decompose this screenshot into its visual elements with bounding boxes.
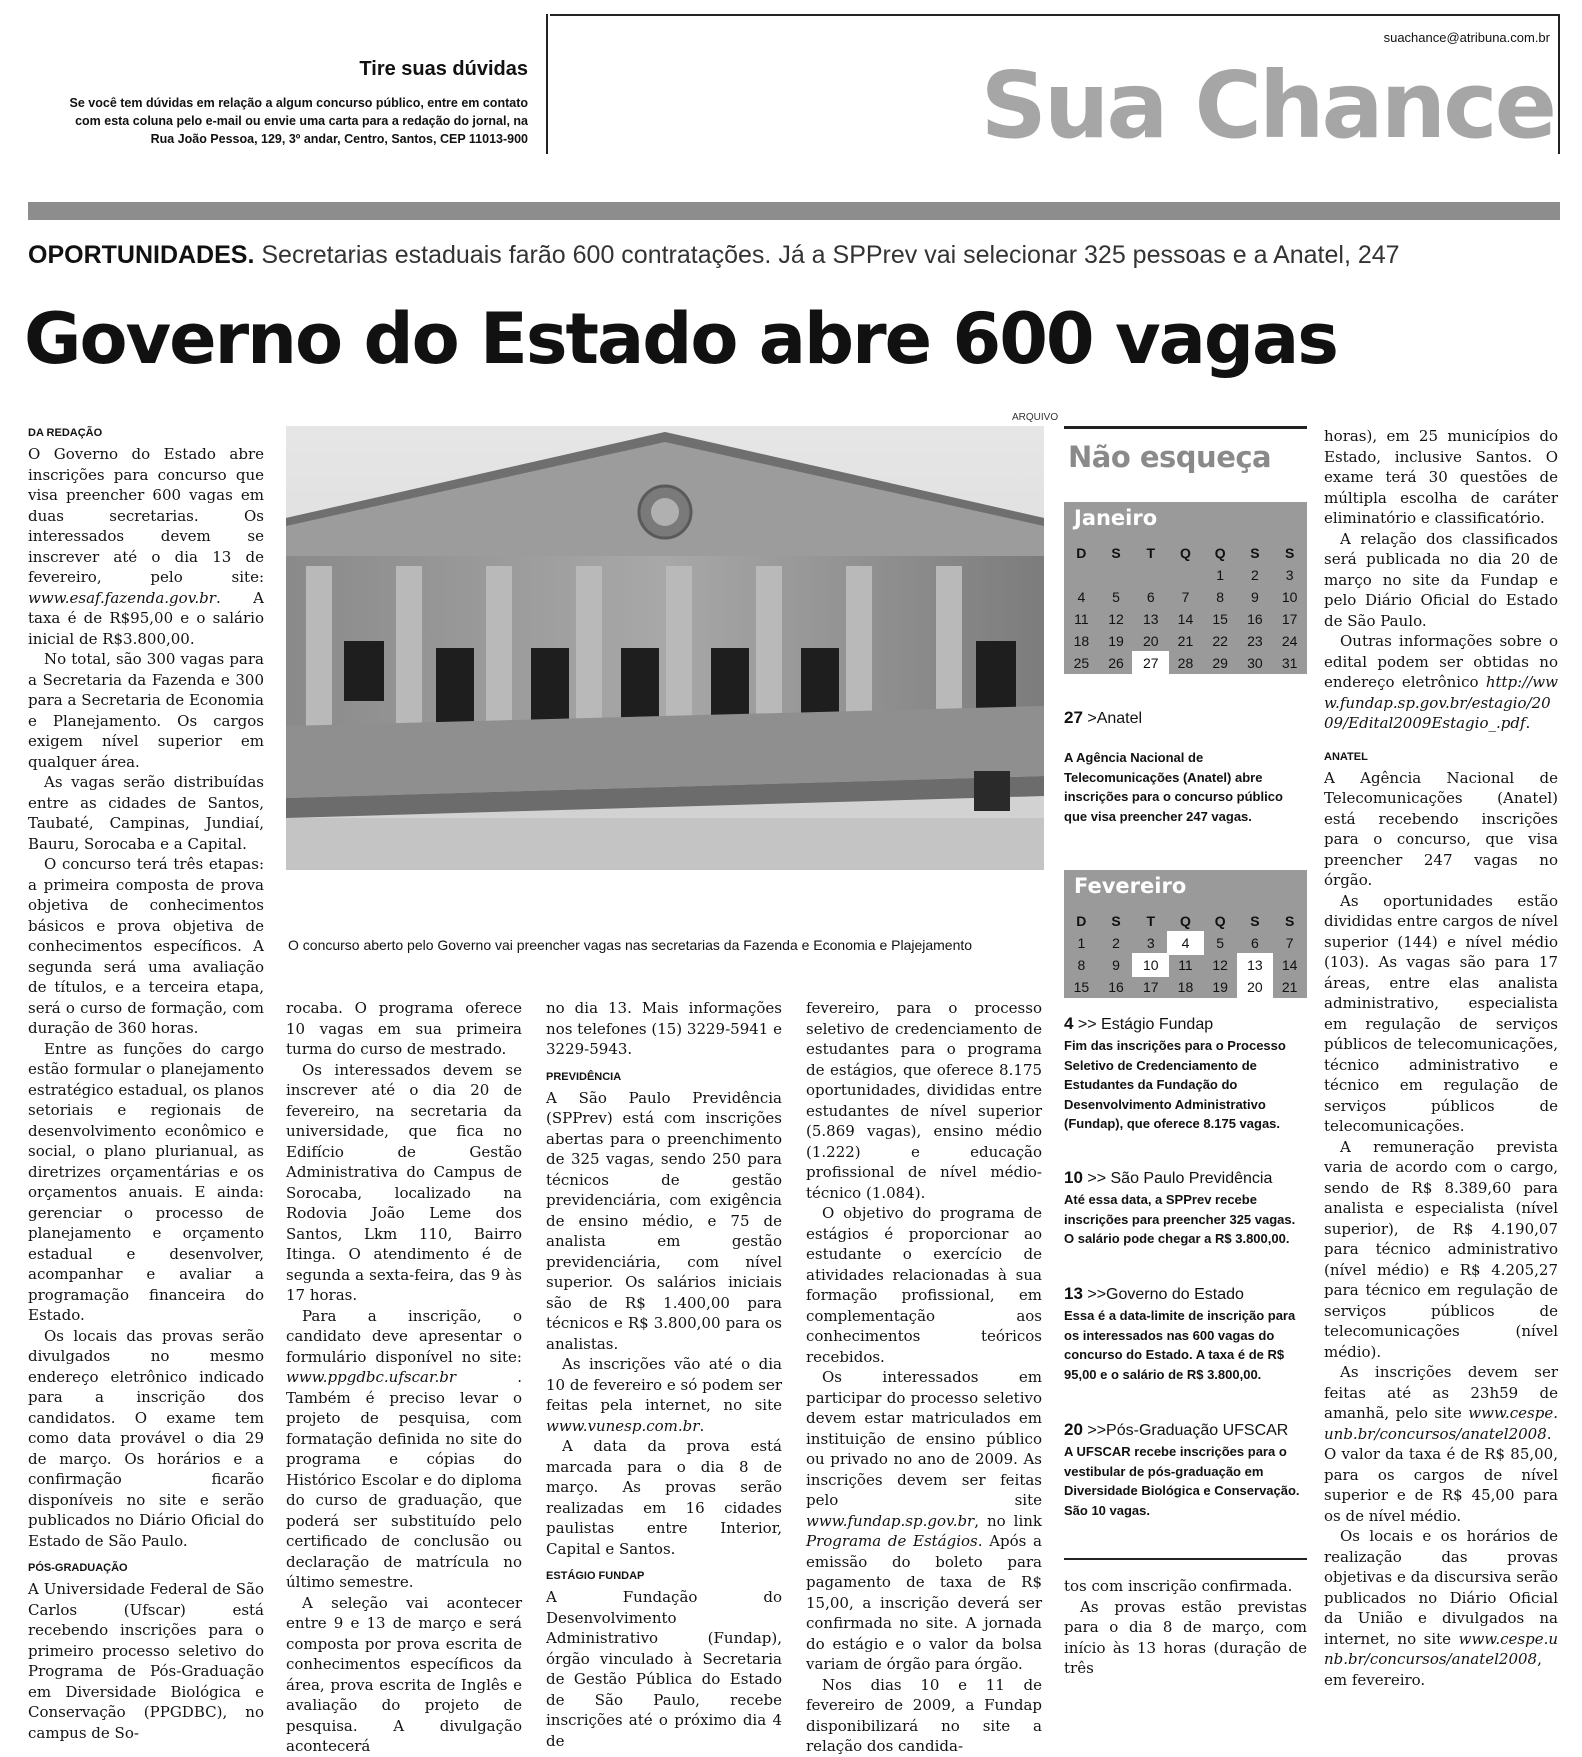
calendar-day: 15 <box>1212 611 1228 627</box>
calendar-grid <box>1064 910 1307 998</box>
calendar-day: 13 <box>1142 611 1159 627</box>
calendar-day: 3 <box>1146 935 1155 951</box>
calendar-day <box>1168 564 1203 586</box>
paragraph: A seleção vai acontecer entre 9 e 13 de março e será composta por prova escrita de conhecimentos específicos da área, prova escrita de Inglês e avaliação do projeto de pesquisa. A divulgação acontecerá <box>286 1593 522 1755</box>
calendar-day: 1 <box>1077 935 1086 951</box>
paragraph: Os locais das provas serão divulgados no mesmo endereço eletrônico indicado para a inscrição dos candidatos. O exame tem como data provável o dia 29 de março. Os horários e a confirmação ficarão disponíveis no site e serão publicados no Diário Oficial do Estado de São Paulo. <box>28 1326 264 1550</box>
paragraph: As provas estão previstas para o dia 8 de março, com início às 13 horas (duração de três <box>1064 1597 1307 1677</box>
section-heading: PÓS-GRADUAÇÃO <box>28 1562 128 1574</box>
calendar-day: 12 <box>1108 611 1124 627</box>
calendar-day: 19 <box>1212 979 1228 995</box>
section-heading: ESTÁGIO FUNDAP <box>546 1570 645 1582</box>
paragraph: A Fundação do Desenvolvimento Administrativo (Fundap), órgão vinculado à Secretaria de Gestão Pública do Estado de São Paulo, recebe inscrições até o próximo dia 4 de <box>546 1588 782 1750</box>
help-text: Se você tem dúvidas em relação a algum concurso público, entre em contato com esta coluna pelo e-mail ou envie uma carta para a redação do jornal, na Rua João Pessoa, 129, 3º andar, Centro, Santos, CEP 11013-900 <box>69 96 528 146</box>
paragraph: Para a inscrição, o candidato deve apresentar o formulário disponível no site: www.ppgdbc.ufscar.br . Também é preciso levar o projeto de pesquisa, com formatação definida no site do programa e cópias do Histórico Escolar e do diploma do curso de graduação, que poderá ser substituído pelo certificado de conclusão ou declaração de matrícula no último semestre. <box>286 1306 522 1591</box>
paragraph: O Governo do Estado abre inscrições para concurso que visa preencher 600 vagas em duas secretarias. Os interessados devem se inscrever até o dia 13 de fevereiro, pelo site: www.esaf.fazenda.gov.br. A taxa é de R$95,00 e o salário inicial de R$3.800,00. <box>28 445 264 648</box>
paragraph: Nos dias 10 e 11 de fevereiro de 2009, a Fundap disponibilizará no site a relação dos candida- <box>806 1675 1042 1755</box>
calendar-day: 6 <box>1146 589 1155 605</box>
calendar-day: 9 <box>1250 589 1259 605</box>
calendar-day: 14 <box>1281 957 1298 973</box>
calendar-day: 26 <box>1108 655 1124 671</box>
help-box <box>28 14 548 154</box>
weekday-label: S <box>1111 913 1121 929</box>
calendar-day: 5 <box>1216 935 1225 951</box>
kicker-label: OPORTUNIDADES. <box>28 241 255 269</box>
calendar-day <box>1099 564 1134 586</box>
paragraph: horas), em 25 municípios do Estado, inclusive Santos. O exame terá 30 questões de múltipla escolha de caráter eliminatório e classificatório. <box>1324 427 1558 527</box>
paragraph: Os locais e os horários de realização das provas objetivas e da discursiva serão publicados no Diário Oficial da União e divulgados na internet, no site www.cespe.unb.br/concursos/anatel2008, em fevereiro. <box>1324 1527 1558 1689</box>
paragraph: O objetivo do programa de estágios é proporcionar ao estudante o exercício de atividades relacionadas à sua formação profissional, em complementação aos conhecimentos teóricos recebidos. <box>806 1204 1042 1366</box>
paragraph: As inscrições vão até o dia 10 de fevereiro e só podem ser feitas pela internet, no site www.vunesp.com.br. <box>546 1355 782 1435</box>
article-column-6 <box>1324 426 1558 1688</box>
weekday-label: D <box>1076 913 1087 929</box>
paragraph: As oportunidades estão divididas entre cargos de nível superior (144) e nível médio (103). As vagas são para 17 áreas, entre elas analista administrativo, especialista em regulação de serviços públicos de telecomunicações, técnico administrativo e técnico em regulação de serviços públicos de telecomunicações. <box>1324 891 1558 1135</box>
calendar-day: 10 <box>1281 589 1298 605</box>
paragraph: Os interessados em participar do processo seletivo devem estar matriculados em instituição de ensino público ou privado no ano de 2009. As inscrições devem ser feitas pelo site www.fundap.sp.gov.br, no link Programa de Estágios. Após a emissão do boleto para pagamento de taxa de R$ 15,00, a inscrição deverá ser confirmada no site. A jornada do estágio e o valor da bolsa variam de órgão para órgão. <box>806 1368 1042 1673</box>
header-rule-right <box>1558 14 1560 154</box>
photo-credit: ARQUIVO <box>1012 412 1059 423</box>
section-heading: PREVIDÊNCIA <box>546 1070 622 1083</box>
event-title: 10 >> São Paulo Previdência <box>1064 1168 1273 1187</box>
calendar-day: 18 <box>1177 979 1194 995</box>
paragraph: rocaba. O programa oferece 10 vagas em sua primeira turma do curso de mestrado. <box>286 999 522 1058</box>
paragraph: A São Paulo Previdência (SPPrev) está com inscrições abertas para o preenchimento de 325 vagas, sendo 250 para técnicos de gestão previdenciária, com exigência de ensino médio, e 75 de analista em gestão previdenciária, com nível superior. Os salários iniciais são de R$ 1.400,00 para técnicos e R$ 3.800,00 para os analistas. <box>546 1088 782 1353</box>
calendar-day: 11 <box>1074 611 1089 627</box>
paragraph: no dia 13. Mais informações nos telefones (15) 3229-5941 e 3229-5943. <box>546 999 782 1058</box>
byline: DA REDAÇÃO <box>28 427 103 439</box>
link[interactable]: www.cespe.unb.br/concursos/anatel2008 <box>1324 1404 1558 1443</box>
calendar-day: 1 <box>1216 567 1225 583</box>
calendar-day: 12 <box>1212 957 1228 973</box>
calendar-day: 8 <box>1077 957 1086 973</box>
paragraph: Outras informações sobre o edital podem ser obtidas no endereço eletrônico http://www.fundap.sp.gov.br/estagio/2009/Edital2009Estagio_.pdf. <box>1324 632 1558 732</box>
month-name: Janeiro <box>1074 506 1158 530</box>
paragraph: A remuneração prevista varia de acordo com o cargo, sendo de R$ 8.389,60 para analista e especialista (nível superior), de R$ 4.190,07 para técnico administrativo (nível médio) e R$ 4.205,27 para técnico em regulação de serviços públicos de telecomunicações (nível médio). <box>1324 1137 1558 1361</box>
link[interactable]: http://www.fundap.sp.gov.br/estagio/2009/Edital2009Estagio_.pdf <box>1324 673 1558 732</box>
calendar-day: 17 <box>1142 979 1159 995</box>
calendar-day: 21 <box>1177 633 1194 649</box>
paragraph: O concurso terá três etapas: a primeira composta de prova objetiva de conhecimentos básicos e prova objetiva de conhecimentos específicos. A segunda será uma avaliação de títulos, e a terceira etapa, será o curso de formação, com duração de 360 horas. <box>28 855 264 1037</box>
section-name: Sua Chance <box>980 52 1554 159</box>
sidebar-rule <box>1064 426 1307 429</box>
calendar-day: 14 <box>1177 611 1194 627</box>
event-text: A UFSCAR recebe inscrições para o vestibular de pós-graduação em Diversidade Biológica e Conservação. São 10 vagas. <box>1064 1444 1300 1518</box>
link[interactable]: Programa de Estágios <box>806 1532 978 1550</box>
calendar-day: 19 <box>1108 633 1124 649</box>
calendar-day: 6 <box>1250 935 1259 951</box>
calendar-day: 23 <box>1247 633 1263 649</box>
weekday-label: Q <box>1180 545 1191 561</box>
photo-caption: O concurso aberto pelo Governo vai preencher vagas nas secretarias da Fazenda e Economia e Plajejamento <box>288 937 973 953</box>
section-bar <box>28 202 1560 220</box>
weekday-label: S <box>1284 913 1295 929</box>
calendar-day: 7 <box>1285 935 1294 951</box>
calendar-day: 29 <box>1212 655 1228 671</box>
calendar-day: 27 <box>1133 652 1168 674</box>
article-column-4 <box>806 998 1042 1755</box>
paragraph: tos com inscrição confirmada. <box>1064 1577 1293 1595</box>
paragraph: As inscrições devem ser feitas até as 23h59 de amanhã, pelo site www.cespe.unb.br/concursos/anatel2008. O valor da taxa é de R$ 85,00, para os cargos de nível superior e de R$ 45,00 para os de nível médio. <box>1324 1363 1558 1525</box>
sidebar-title: Não esqueça <box>1068 440 1272 474</box>
calendar-day: 2 <box>1112 935 1120 951</box>
calendar-day: 9 <box>1112 957 1120 973</box>
calendar-day: 31 <box>1281 655 1298 671</box>
link[interactable]: www.cespe.unb.br/concursos/anatel2008 <box>1324 1629 1558 1668</box>
article-column-2 <box>286 998 522 1755</box>
calendar-day: 16 <box>1247 611 1263 627</box>
calendar-grid <box>1064 542 1307 674</box>
calendar-day: 25 <box>1073 655 1090 671</box>
calendar-day: 30 <box>1247 655 1263 671</box>
article-column-3 <box>546 998 782 1750</box>
kicker <box>28 241 1400 270</box>
weekday-label: D <box>1076 545 1087 561</box>
link[interactable]: www.esaf.fazenda.gov.br <box>28 588 216 607</box>
weekday-label: T <box>1146 913 1156 929</box>
paragraph: A Agência Nacional de Telecomunicações (Anatel) está recebendo inscrições para o concurso, que visa preencher 247 vagas no órgão. <box>1324 768 1558 889</box>
paragraph: A relação dos classificados será publicada no dia 20 de março no site da Fundap e pelo Diário Oficial do Estado de São Paulo. <box>1324 529 1558 630</box>
paragraph: Entre as funções do cargo estão formular o planejamento estratégico estadual, os planos setoriais e regionais de desenvolvimento econômico e social, o plano plurianual, as diretrizes orçamentárias e os orçamentos anuais. E ainda: gerenciar o processo de planejamento e orçamento estadual e desenvolver, acompanhar e avaliar a programação financeira do Estado. <box>28 1039 264 1324</box>
calendar-day: 2 <box>1250 567 1259 583</box>
kicker-text: Secretarias estaduais farão 600 contratações. Já a SPPrev vai selecionar 325 pessoas e a Anatel, 247 <box>261 241 1400 269</box>
section-heading: ANATEL <box>1324 750 1368 763</box>
calendar-day: 4 <box>1077 589 1086 605</box>
event-text: Essa é a data-limite de inscrição para os interessados nas 600 vagas do concurso do Estado. A taxa é de R$ 95,00 e o salário de R$ 3.800,00. <box>1064 1308 1296 1382</box>
calendar-day: 24 <box>1281 633 1298 649</box>
event-title: 20 >>Pós-Graduação UFSCAR <box>1064 1420 1289 1439</box>
calendar-day: 3 <box>1285 567 1294 583</box>
calendar-day: 8 <box>1216 589 1225 605</box>
headline: Governo do Estado abre 600 vagas <box>24 298 1337 380</box>
paragraph: As vagas serão distribuídas entre as cidades de Santos, Taubaté, Campinas, Jundiaí, Bauru, Sorocaba e a Capital. <box>28 773 264 853</box>
month-name: Fevereiro <box>1074 874 1187 898</box>
help-title: Tire suas dúvidas <box>359 58 528 80</box>
event-text: Até essa data, a SPPrev recebe inscrições para preencher 325 vagas. O salário pode chegar a R$ 3.800,00. <box>1064 1192 1296 1246</box>
paragraph: A Universidade Federal de São Carlos (Ufscar) está recebendo inscrições para o primeiro processo seletivo do Programa de Pós-Graduação em Diversidade Biológica e Conservação (PPGDBC), no campus de So- <box>28 1580 264 1742</box>
weekday-label: S <box>1250 913 1260 929</box>
calendar-day: 28 <box>1177 655 1194 671</box>
weekday-label: Q <box>1180 913 1191 929</box>
header-rule <box>550 14 1560 16</box>
calendar-day: 4 <box>1168 932 1203 954</box>
link[interactable]: www.vunesp.com.br <box>546 1416 700 1435</box>
calendar-day: 20 <box>1142 633 1159 649</box>
event-title: 13 >>Governo do Estado <box>1064 1284 1244 1303</box>
calendar-day: 13 <box>1238 954 1273 976</box>
paragraph: Os interessados devem se inscrever até o dia 20 de fevereiro, na secretaria da universidade, que fica no Edifício de Gestão Administrativa do Campus de Sorocaba, localizado na Rodovia João Leme dos Santos, Lkm 110, Bairro Itinga. O atendimento é de segunda a sexta-feira, das 9 às 17 horas. <box>286 1060 522 1304</box>
paragraph: A data da prova está marcada para o dia 8 de março. As provas serão realizadas em 16 cidades paulistas entre Interior, Capital e Santos. <box>546 1437 782 1558</box>
calendar-day: 21 <box>1281 979 1298 995</box>
calendar-day: 22 <box>1212 633 1228 649</box>
calendar-day <box>1133 564 1168 586</box>
weekday-label: Q <box>1214 913 1226 929</box>
link[interactable]: www.ppgdbc.ufscar.br <box>286 1368 457 1386</box>
weekday-label: S <box>1250 545 1260 561</box>
sidebar-rule <box>1064 1558 1307 1560</box>
event-title: 27 >Anatel <box>1064 708 1143 727</box>
calendar-day <box>1064 564 1099 586</box>
paragraph: fevereiro, para o processo seletivo de credenciamento de estudantes para o programa de estágios, que oferece 8.175 oportunidades, divididas entre estudantes de nível superior (5.869 vagas), ensino médio (1.222) e educação profissional de nível médio-técnico (1.084). <box>806 999 1042 1202</box>
calendar-day: 15 <box>1073 979 1090 995</box>
event-text: A Agência Nacional de Telecomunicações (Anatel) abre inscrições para o concurso público que visa preencher 247 vagas. <box>1064 750 1283 824</box>
calendar-day: 16 <box>1108 979 1124 995</box>
calendar-day: 18 <box>1073 633 1090 649</box>
event-title: 4 >> Estágio Fundap <box>1064 1014 1214 1033</box>
calendar-day: 11 <box>1178 957 1193 973</box>
calendar-january <box>1064 502 1307 674</box>
weekday-label: T <box>1146 545 1156 561</box>
calendar-day: 20 <box>1238 976 1273 998</box>
contact-email[interactable]: suachance@atribuna.com.br <box>1383 30 1550 45</box>
weekday-label: S <box>1284 545 1295 561</box>
weekday-label: S <box>1111 545 1121 561</box>
article-column-5 <box>1064 1576 1307 1688</box>
calendar-february <box>1064 870 1307 998</box>
building-photo <box>286 426 1044 870</box>
calendar-day: 17 <box>1281 611 1298 627</box>
event-text: Fim das inscrições para o Processo Seletivo de Credenciamento de Estudantes da Fundação do Desenvolvimento Administrativo (Fundap), que oferece 8.175 vagas. <box>1064 1038 1286 1131</box>
weekday-label: Q <box>1214 545 1226 561</box>
calendar-day: 7 <box>1181 589 1190 605</box>
calendar-day: 5 <box>1112 589 1120 605</box>
paragraph: No total, são 300 vagas para a Secretaria da Fazenda e 300 para a Secretaria de Economia e Planejamento. Os cargos exigem nível superior em qualquer área. <box>28 650 264 771</box>
article-column-1 <box>28 426 264 1742</box>
link[interactable]: www.fundap.sp.gov.br <box>806 1511 975 1530</box>
calendar-day: 10 <box>1133 954 1168 976</box>
